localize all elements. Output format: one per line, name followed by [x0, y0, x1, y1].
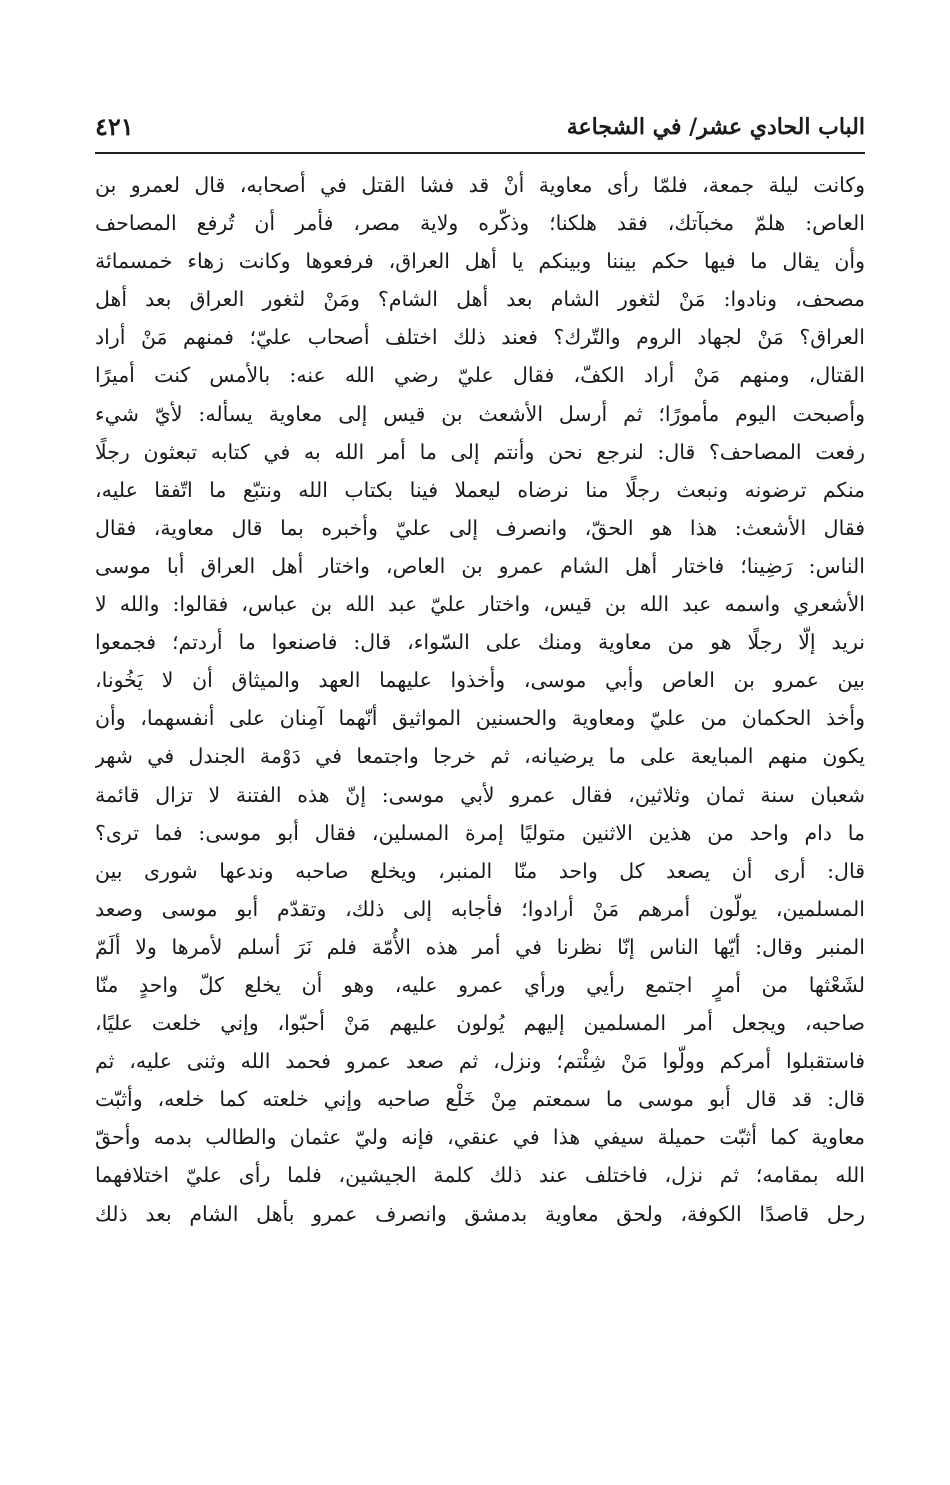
chapter-title: الباب الحادي عشر/ في الشجاعة	[566, 114, 865, 140]
text-line: وأخذ الحكمان من عليّ ومعاوية والحسنين المواثيق أنّهما آمِنان على أنفسهما، وأن	[95, 706, 865, 731]
text-line: القتال، ومنهم مَنْ أراد الكفّ، فقال عليّ رضي الله عنه: بالأمس كنت أميرًا	[95, 363, 865, 388]
text-line: العراق؟ مَنْ لجهاد الروم والتّرك؟ فعند ذلك اختلف أصحاب عليّ؛ فمنهم مَنْ أراد	[95, 325, 865, 350]
text-line: مصحف، ونادوا: مَنْ لثغور الشام بعد أهل الشام؟ ومَنْ لثغور العراق بعد أهل	[95, 287, 865, 312]
text-line: ما دام واحد من هذين الاثنين متوليًا إمرة المسلين، فقال أبو موسى: فما ترى؟	[95, 820, 865, 845]
text-line: نريد إلّا رجلًا هو من معاوية ومنك على السّواء، قال: فاصنعوا ما أردتم؛ فجمعوا	[95, 630, 865, 655]
text-line: معاوية كما أثبّت حميلة سيفي هذا في عنقي، فإنه وليّ عثمان والطالب بدمه وأحقّ	[95, 1125, 865, 1150]
text-line: شعبان سنة ثمان وثلاثين، فقال عمرو لأبي موسى: إنّ هذه الفتنة لا تزال قائمة	[95, 782, 865, 807]
text-line: الله بمقامه؛ ثم نزل، فاختلف عند ذلك كلمة الجيشين، فلما رأى عليّ اختلافهما	[95, 1163, 865, 1188]
text-line: وأصبحت اليوم مأمورًا؛ ثم أرسل الأشعث بن قيس إلى معاوية يسأله: لأيّ شيء	[95, 401, 865, 426]
text-line: وكانت ليلة جمعة، فلمّا رأى معاوية أنْ قد فشا القتل في أصحابه، قال لعمرو بن	[95, 173, 865, 197]
page-number: ٤٢١	[95, 112, 134, 141]
text-line: الأشعري واسمه عبد الله بن قيس، واختار عليّ عبد الله بن عباس، فقالوا: والله لا	[95, 592, 865, 617]
text-line: رحل قاصدًا الكوفة، ولحق معاوية بدمشق وانصرف عمرو بأهل الشام بعد ذلك	[95, 1201, 865, 1226]
text-line: رفعت المصاحف؟ قال: لنرجع نحن وأنتم إلى ما أمر الله به في كتابه تبعثون رجلًا	[95, 439, 865, 464]
body-text	[95, 166, 865, 1233]
running-header	[95, 108, 865, 148]
text-line: فقال الأشعث: هذا هو الحقّ، وانصرف إلى عليّ وأخبره بما قال معاوية، فقال	[95, 515, 865, 540]
text-line: المسلمين، يولّون أمرهم مَنْ أرادوا؛ فأجابه إلى ذلك، وتقدّم أبو موسى وصعد	[95, 896, 865, 921]
text-line: قال: قد قال أبو موسى ما سمعتم مِنْ خَلْع صاحبه وإني خلعته كما خلعه، وأثبّت	[95, 1087, 865, 1112]
header-divider	[95, 152, 865, 154]
text-line: لشَعْثها من أمرٍ اجتمع رأيي ورأي عمرو عليه، وهو أن يخلع كلّ واحدٍ منّا	[95, 972, 865, 997]
text-line: بين عمرو بن العاص وأبي موسى، وأخذوا عليهما العهد والميثاق أن لا يَخُونا،	[95, 668, 865, 693]
text-line: العاص: هلمّ مخبآتك، فقد هلكنا؛ وذكّره ولاية مصر، فأمر أن تُرفع المصاحف	[95, 211, 865, 236]
text-line: المنبر وقال: أيّها الناس إنّا نظرنا في أمر هذه الأُمّة فلم نَرَ أسلم لأمرها ولا ألَمّ	[95, 934, 865, 959]
text-line: صاحبه، ويجعل أمر المسلمين إليهم يُولون عليهم مَنْ أحبّوا، وإني خلعت عليًا،	[95, 1011, 865, 1036]
text-line: قال: أرى أن يصعد كل واحد منّا المنبر، ويخلع صاحبه وندعها شورى بين	[95, 858, 865, 883]
text-line: وأن يقال ما فيها حكم بيننا وبينكم يا أهل العراق، فرفعوها وكانت زهاء خمسمائة	[95, 249, 865, 274]
text-line: منكم ترضونه ونبعث رجلًا منا نرضاه ليعملا فينا بكتاب الله ونتبّع ما اتّفقا عليه،	[95, 477, 865, 502]
text-line: فاستقبلوا أمركم وولّوا مَنْ شِئْتم؛ ونزل، ثم صعد عمرو فحمد الله وثنى عليه، ثم	[95, 1049, 865, 1074]
text-line: يكون منهم المبايعة على ما يرضيانه، ثم خرجا واجتمعا في دَوْمة الجندل في شهر	[95, 744, 865, 769]
text-line: الناس: رَضِينا؛ فاختار أهل الشام عمرو بن العاص، واختار أهل العراق أبا موسى	[95, 553, 865, 578]
